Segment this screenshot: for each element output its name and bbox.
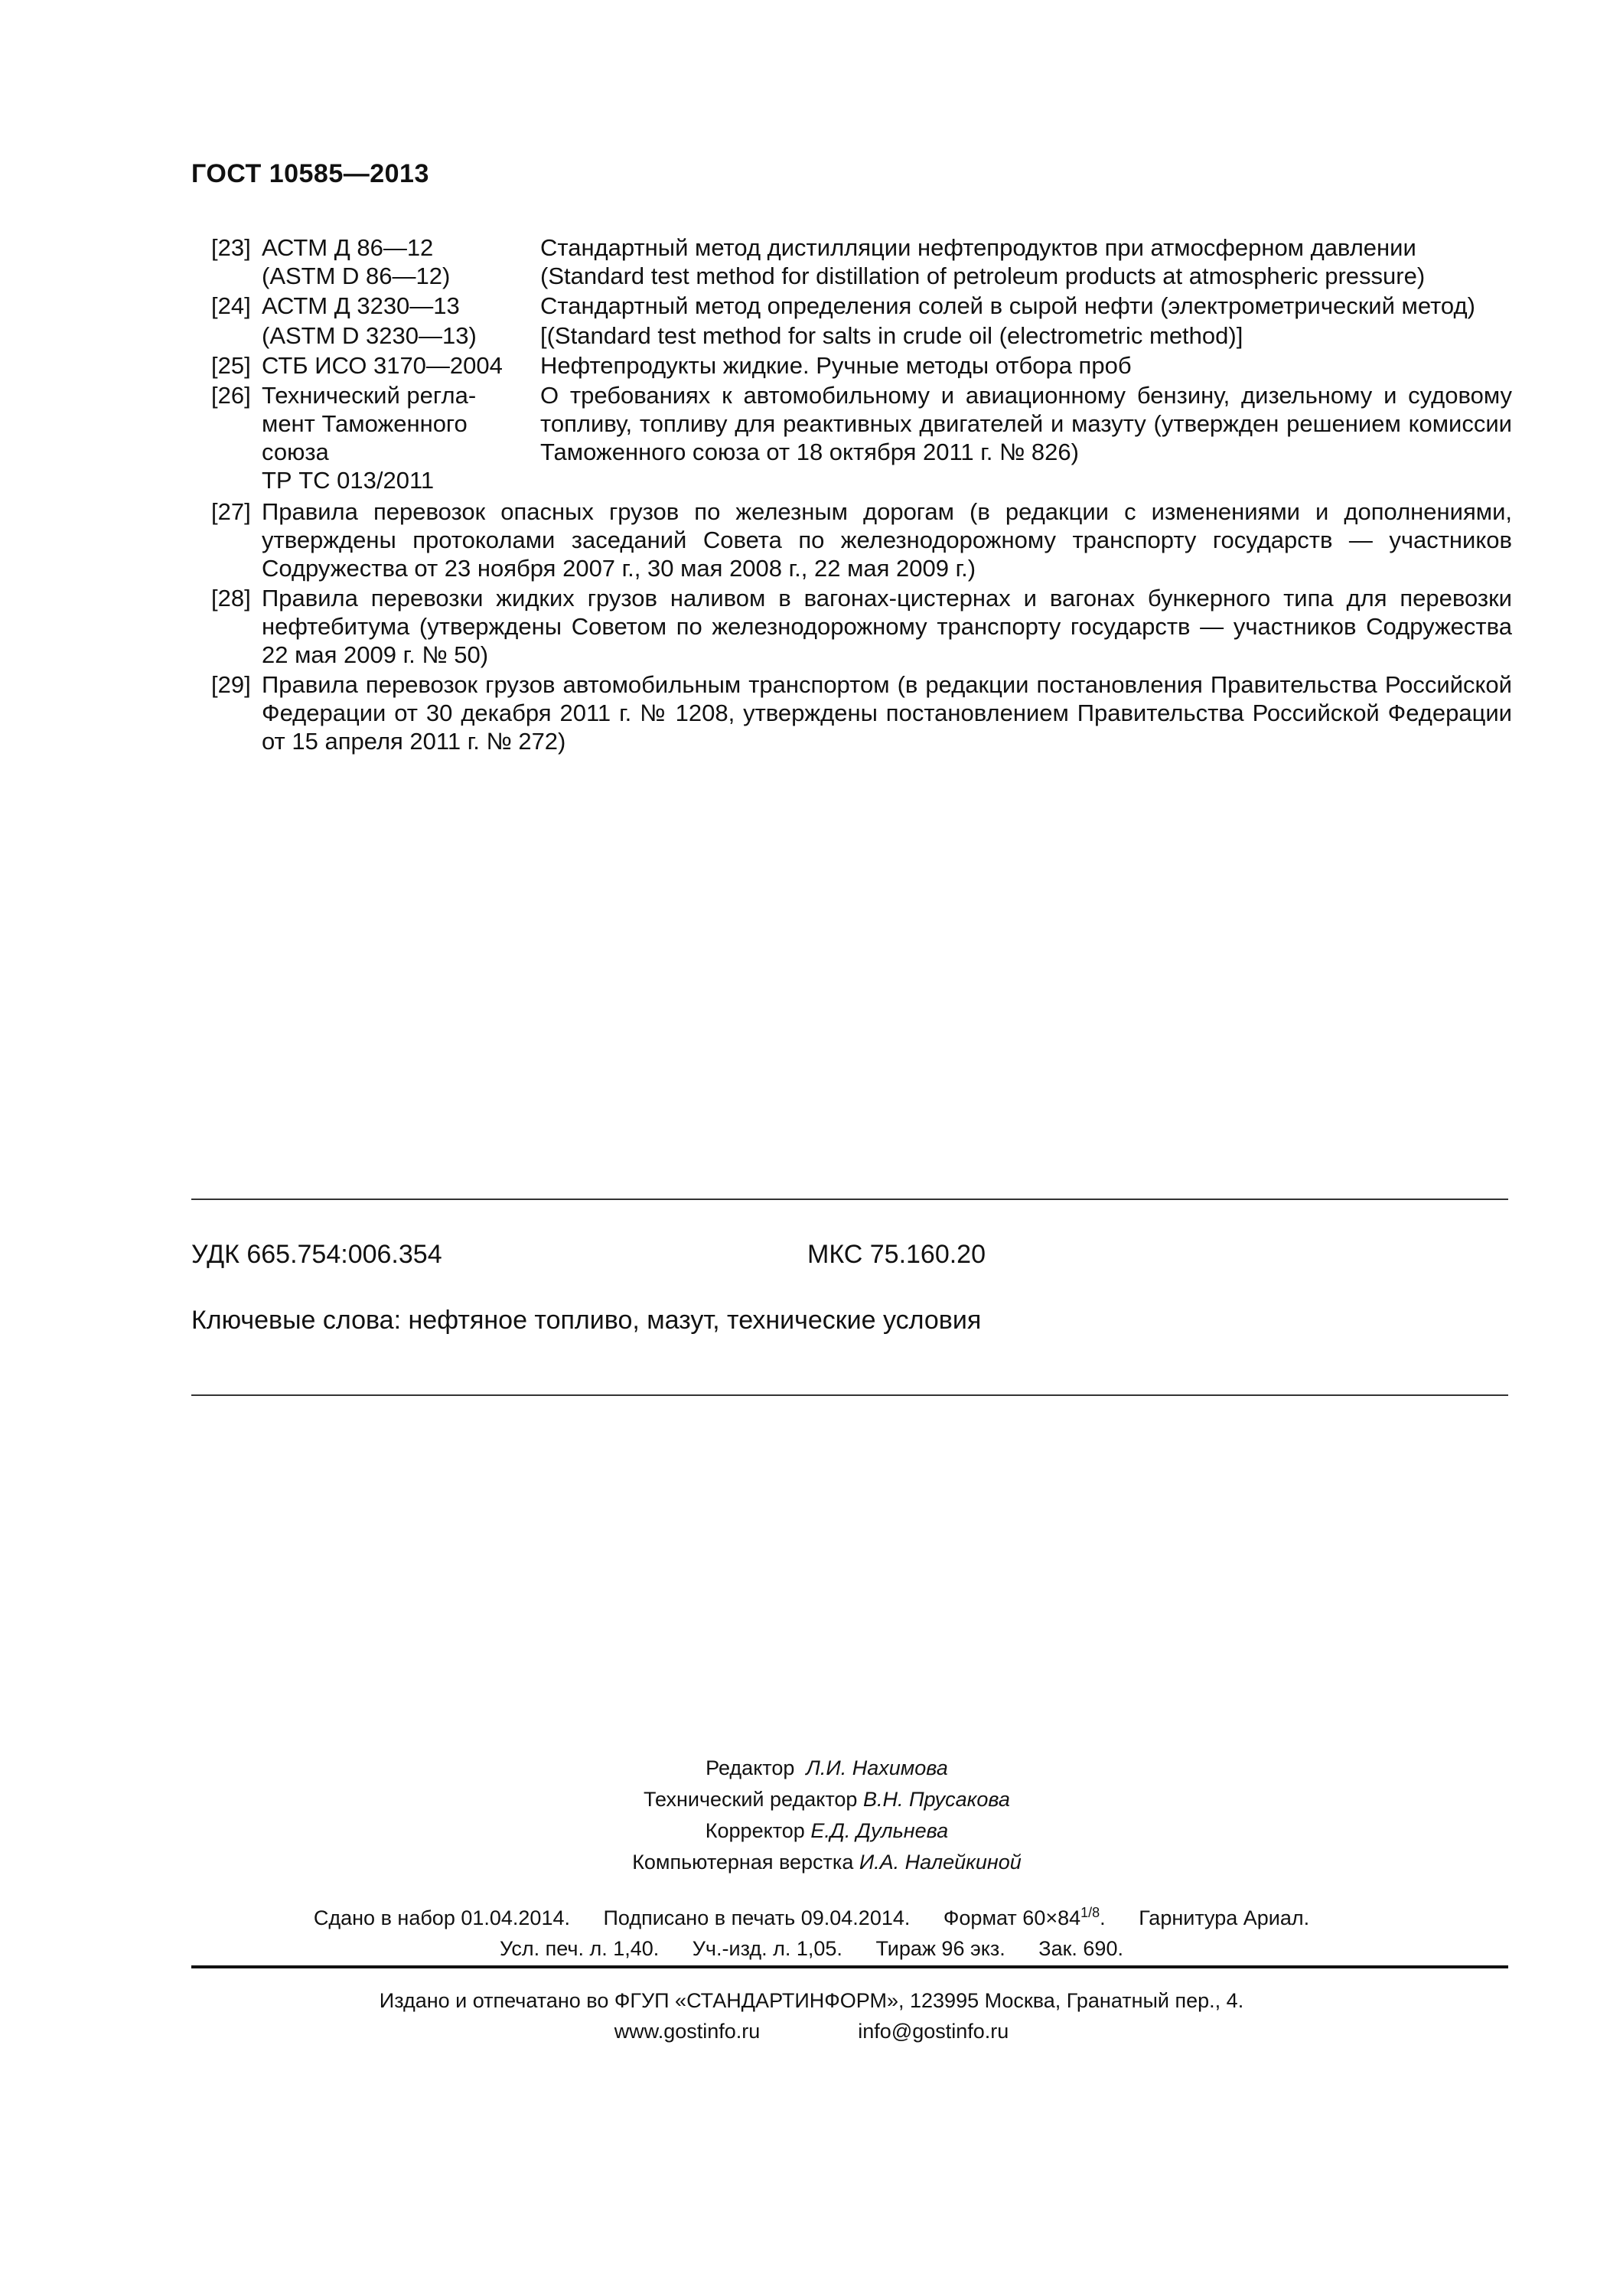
reference-code: Технический регла- мент Таможенного союза ТР ТС 013/2011	[262, 382, 477, 494]
reference-description: Стандартный метод дистилляции нефтепродуктов при атмосферном давлении (Standard test method for distillation of petroleum products at atmospheric pressure)	[540, 234, 1426, 289]
email-link[interactable]: info@gostinfo.ru	[858, 2020, 1009, 2043]
reference-text: Правила перевозок опасных грузов по железным дорогам (в редакции с изменениями и дополнениями, утверждены протоколами заседаний Совета по железнодорожному транспорту государств — участников Содружества от 23 ноября 2007 г., 30 мая 2008 г., 22 мая 2009 г.)	[262, 498, 1512, 582]
reference-number: [25]	[211, 352, 251, 379]
credit-name: Е.Д. Дульнева	[810, 1819, 949, 1842]
publisher-line: Издано и отпечатано во ФГУП «СТАНДАРТИНФОРМ», 123995 Москва, Гранатный пер., 4.	[379, 1989, 1244, 2012]
reference-item	[211, 321, 1512, 350]
mks-code: МКС 75.160.20	[807, 1240, 986, 1269]
credit-line	[0, 1753, 1623, 1784]
signed-date: Подписано в печать 09.04.2014.	[603, 1906, 911, 1929]
publisher-links	[0, 2016, 1623, 2047]
reference-item	[211, 292, 1512, 320]
editorial-credits	[0, 1753, 1623, 1878]
reference-item	[211, 584, 1512, 669]
reference-number: [26]	[211, 382, 251, 409]
credit-role: Корректор	[705, 1819, 805, 1842]
reference-description: [(Standard test method for salts in crude oil (electrometric method)]	[540, 322, 1243, 349]
print-info-line-2	[0, 1933, 1623, 1964]
reference-code: АСТМ Д 86—12 (ASTM D 86—12)	[262, 234, 451, 289]
circulation: Тираж 96 экз.	[875, 1937, 1005, 1960]
reference-text: Правила перевозок грузов автомобильным транспортом (в редакции постановления Правительства Российской Федерации от 30 декабря 2011 г. № 1208, утверждены постановлением Правительства Российской Федерации от 15 апреля 2011 г. № 272)	[262, 671, 1512, 755]
reference-code: АСТМ Д 3230—13	[262, 292, 460, 319]
udk-code: УДК 665.754:006.354	[191, 1240, 442, 1269]
reference-number: [27]	[211, 498, 251, 525]
website-link[interactable]: www.gostinfo.ru	[614, 2020, 761, 2043]
credit-role: Компьютерная верстка	[632, 1851, 854, 1874]
credit-line	[0, 1847, 1623, 1878]
reference-code: (ASTM D 3230—13)	[262, 322, 477, 349]
print-info-line-1	[0, 1897, 1623, 1933]
credit-name: И.А. Налейкиной	[859, 1851, 1022, 1874]
divider-top	[191, 1199, 1508, 1200]
reference-item	[211, 670, 1512, 755]
reference-item	[211, 497, 1512, 582]
keywords: Ключевые слова: нефтяное топливо, мазут, технические условия	[191, 1306, 982, 1335]
edition-sheets: Уч.-изд. л. 1,05.	[692, 1937, 842, 1960]
reference-description: О требованиях к автомобильному и авиационному бензину, дизельному и судовому топливу, топливу для реактивных двигателей и мазуту (утвержден решением комиссии Таможенного союза от 18 октября 2011 г. № 826)	[540, 382, 1512, 465]
divider-publisher	[191, 1965, 1508, 1968]
submitted-date: Сдано в набор 01.04.2014.	[313, 1906, 570, 1929]
credit-name: В.Н. Прусакова	[862, 1788, 1010, 1811]
reference-item	[211, 233, 1512, 290]
publisher-info	[0, 1985, 1623, 2047]
reference-code: СТБ ИСО 3170—2004	[262, 352, 503, 379]
printed-sheets: Усл. печ. л. 1,40.	[500, 1937, 660, 1960]
print-info	[0, 1897, 1623, 1964]
reference-item	[211, 381, 1512, 496]
reference-text: Правила перевозки жидких грузов наливом в вагонах-цистернах и вагонах бункерного типа для перевозки нефтебитума (утверждены Советом по железнодорожному транспорту государств — участников Содружества 22 мая 2009 г. № 50)	[262, 585, 1512, 668]
credit-line	[0, 1784, 1623, 1815]
reference-item	[211, 351, 1512, 380]
order-number: Зак. 690.	[1038, 1937, 1123, 1960]
reference-description: Нефтепродукты жидкие. Ручные методы отбора проб	[540, 352, 1132, 379]
credit-line	[0, 1815, 1623, 1847]
font-name: Гарнитура Ариал.	[1139, 1906, 1310, 1929]
reference-number: [24]	[211, 292, 251, 319]
reference-number: [29]	[211, 671, 251, 698]
credit-name: Л.И. Нахимова	[806, 1756, 948, 1779]
credit-role: Редактор	[706, 1756, 795, 1779]
credit-role: Технический редактор	[644, 1788, 858, 1811]
divider-bottom	[191, 1394, 1508, 1396]
reference-description: Стандартный метод определения солей в сырой нефти (электрометрический метод)	[540, 292, 1475, 319]
page-header-doc-code: ГОСТ 10585—2013	[191, 159, 429, 188]
reference-number: [23]	[211, 234, 251, 261]
bibliography-list	[211, 233, 1512, 757]
paper-format: Формат $60\times 84^{1/8}$.	[943, 1905, 1106, 1929]
reference-number: [28]	[211, 585, 251, 612]
